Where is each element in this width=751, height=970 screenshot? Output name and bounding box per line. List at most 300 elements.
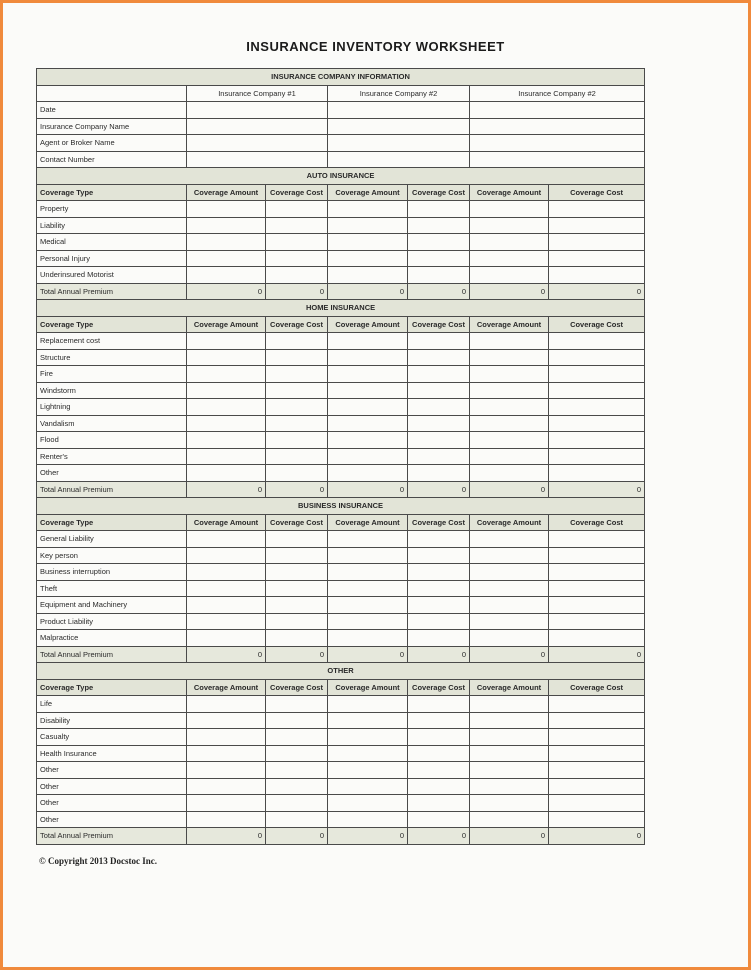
coverage-amount-cell[interactable] — [328, 564, 408, 581]
coverage-amount-cell[interactable] — [328, 333, 408, 350]
coverage-cost-cell[interactable] — [549, 696, 645, 713]
coverage-amount-cell[interactable] — [328, 547, 408, 564]
coverage-row — [37, 778, 645, 795]
coverage-cost-cell[interactable] — [408, 432, 470, 449]
coverage-cost-cell[interactable] — [266, 234, 328, 251]
coverage-cost-header: Coverage Cost — [408, 184, 470, 201]
coverage-type-label: Product Liability — [37, 613, 187, 630]
coverage-cost-cell[interactable] — [549, 564, 645, 581]
coverage-type-label: Liability — [37, 217, 187, 234]
coverage-cost-header: Coverage Cost — [408, 316, 470, 333]
coverage-type-label: Other — [37, 465, 187, 482]
coverage-amount-cell[interactable] — [470, 382, 549, 399]
coverage-amount-cell[interactable] — [187, 234, 266, 251]
company-1-value-cell[interactable] — [187, 118, 328, 135]
company-2-value-cell[interactable] — [328, 102, 470, 119]
coverage-row — [37, 597, 645, 614]
coverage-amount-header: Coverage Amount — [328, 514, 408, 531]
coverage-amount-cell[interactable] — [187, 399, 266, 416]
coverage-type-label: Other — [37, 795, 187, 812]
total-value: 0 — [187, 481, 266, 498]
coverage-cost-cell[interactable] — [266, 399, 328, 416]
field-label: Insurance Company Name — [37, 118, 187, 135]
coverage-cost-cell[interactable] — [408, 597, 470, 614]
coverage-amount-cell[interactable] — [187, 597, 266, 614]
coverage-amount-cell[interactable] — [470, 465, 549, 482]
coverage-cost-cell[interactable] — [408, 745, 470, 762]
coverage-cost-cell[interactable] — [549, 201, 645, 218]
total-row — [37, 481, 645, 498]
coverage-amount-cell[interactable] — [328, 432, 408, 449]
coverage-cost-cell[interactable] — [408, 250, 470, 267]
coverage-amount-cell[interactable] — [328, 448, 408, 465]
coverage-amount-cell[interactable] — [470, 630, 549, 647]
coverage-amount-cell[interactable] — [187, 564, 266, 581]
column-header-row — [37, 184, 645, 201]
coverage-amount-cell[interactable] — [470, 531, 549, 548]
coverage-amount-cell[interactable] — [470, 399, 549, 416]
coverage-cost-cell[interactable] — [549, 778, 645, 795]
coverage-amount-cell[interactable] — [328, 613, 408, 630]
coverage-amount-header: Coverage Amount — [328, 679, 408, 696]
coverage-row — [37, 811, 645, 828]
coverage-cost-cell[interactable] — [266, 564, 328, 581]
coverage-cost-cell[interactable] — [266, 778, 328, 795]
field-label: Agent or Broker Name — [37, 135, 187, 152]
coverage-cost-cell[interactable] — [266, 580, 328, 597]
coverage-amount-cell[interactable] — [470, 729, 549, 746]
coverage-amount-cell[interactable] — [187, 382, 266, 399]
coverage-row — [37, 217, 645, 234]
coverage-type-header: Coverage Type — [37, 679, 187, 696]
company-3-value-cell[interactable] — [470, 151, 645, 168]
coverage-cost-cell[interactable] — [266, 712, 328, 729]
coverage-amount-cell[interactable] — [470, 333, 549, 350]
coverage-cost-cell[interactable] — [408, 201, 470, 218]
coverage-cost-header: Coverage Cost — [549, 514, 645, 531]
coverage-amount-cell[interactable] — [328, 382, 408, 399]
coverage-cost-cell[interactable] — [408, 465, 470, 482]
total-value: 0 — [328, 283, 408, 300]
coverage-row — [37, 448, 645, 465]
coverage-amount-cell[interactable] — [470, 745, 549, 762]
coverage-row — [37, 580, 645, 597]
coverage-amount-cell[interactable] — [470, 366, 549, 383]
company-3-header: Insurance Company #2 — [470, 85, 645, 102]
coverage-cost-header: Coverage Cost — [266, 514, 328, 531]
coverage-cost-cell[interactable] — [408, 547, 470, 564]
coverage-cost-cell[interactable] — [549, 762, 645, 779]
column-header-row — [37, 679, 645, 696]
coverage-amount-cell[interactable] — [470, 696, 549, 713]
total-value: 0 — [408, 283, 470, 300]
coverage-type-label: Other — [37, 762, 187, 779]
coverage-amount-cell[interactable] — [187, 762, 266, 779]
coverage-amount-cell[interactable] — [187, 580, 266, 597]
coverage-cost-cell[interactable] — [408, 580, 470, 597]
coverage-amount-cell[interactable] — [187, 547, 266, 564]
company-info-row — [37, 135, 645, 152]
coverage-amount-cell[interactable] — [328, 630, 408, 647]
company-2-header: Insurance Company #2 — [328, 85, 470, 102]
coverage-row — [37, 630, 645, 647]
total-value: 0 — [266, 481, 328, 498]
coverage-type-label: Disability — [37, 712, 187, 729]
coverage-amount-cell[interactable] — [328, 201, 408, 218]
coverage-cost-cell[interactable] — [266, 382, 328, 399]
coverage-amount-cell[interactable] — [328, 811, 408, 828]
coverage-cost-cell[interactable] — [549, 580, 645, 597]
coverage-row — [37, 795, 645, 812]
coverage-amount-cell[interactable] — [470, 564, 549, 581]
coverage-cost-cell[interactable] — [266, 729, 328, 746]
coverage-cost-cell[interactable] — [266, 762, 328, 779]
coverage-row — [37, 201, 645, 218]
coverage-amount-cell[interactable] — [470, 201, 549, 218]
coverage-type-label: Renter's — [37, 448, 187, 465]
coverage-row — [37, 696, 645, 713]
coverage-amount-cell[interactable] — [470, 597, 549, 614]
total-value: 0 — [470, 828, 549, 845]
coverage-amount-cell[interactable] — [187, 415, 266, 432]
coverage-cost-cell[interactable] — [408, 729, 470, 746]
coverage-type-label: Life — [37, 696, 187, 713]
field-label: Date — [37, 102, 187, 119]
total-value: 0 — [266, 646, 328, 663]
coverage-cost-cell[interactable] — [266, 267, 328, 284]
coverage-type-label: Fire — [37, 366, 187, 383]
coverage-amount-cell[interactable] — [328, 597, 408, 614]
coverage-type-label: Equipment and Machinery — [37, 597, 187, 614]
section-heading: HOME INSURANCE — [37, 300, 645, 317]
coverage-amount-cell[interactable] — [470, 811, 549, 828]
company-1-value-cell[interactable] — [187, 102, 328, 119]
coverage-type-label: Structure — [37, 349, 187, 366]
inventory-table — [36, 68, 645, 845]
total-row — [37, 283, 645, 300]
coverage-type-label: Other — [37, 778, 187, 795]
coverage-amount-cell[interactable] — [328, 729, 408, 746]
coverage-cost-cell[interactable] — [549, 267, 645, 284]
coverage-type-label: Vandalism — [37, 415, 187, 432]
coverage-cost-cell[interactable] — [408, 564, 470, 581]
coverage-cost-cell[interactable] — [549, 234, 645, 251]
coverage-amount-cell[interactable] — [328, 267, 408, 284]
coverage-cost-cell[interactable] — [408, 366, 470, 383]
coverage-cost-cell[interactable] — [549, 333, 645, 350]
coverage-amount-cell[interactable] — [470, 448, 549, 465]
coverage-type-label: Key person — [37, 547, 187, 564]
total-value: 0 — [187, 828, 266, 845]
coverage-cost-cell[interactable] — [549, 597, 645, 614]
coverage-cost-cell[interactable] — [549, 630, 645, 647]
total-row — [37, 646, 645, 663]
coverage-amount-cell[interactable] — [470, 613, 549, 630]
section-heading: BUSINESS INSURANCE — [37, 498, 645, 515]
coverage-type-label: Flood — [37, 432, 187, 449]
total-value: 0 — [408, 828, 470, 845]
total-premium-label: Total Annual Premium — [37, 481, 187, 498]
coverage-cost-cell[interactable] — [266, 696, 328, 713]
coverage-amount-cell[interactable] — [470, 778, 549, 795]
coverage-row — [37, 762, 645, 779]
coverage-amount-cell[interactable] — [187, 366, 266, 383]
coverage-cost-cell[interactable] — [549, 712, 645, 729]
coverage-amount-cell[interactable] — [328, 399, 408, 416]
coverage-type-header: Coverage Type — [37, 184, 187, 201]
total-premium-label: Total Annual Premium — [37, 646, 187, 663]
coverage-amount-cell[interactable] — [187, 531, 266, 548]
coverage-cost-cell[interactable] — [549, 382, 645, 399]
coverage-cost-cell[interactable] — [266, 217, 328, 234]
coverage-amount-cell[interactable] — [328, 234, 408, 251]
coverage-cost-cell[interactable] — [408, 349, 470, 366]
coverage-amount-header: Coverage Amount — [187, 316, 266, 333]
coverage-type-label: Business interruption — [37, 564, 187, 581]
coverage-amount-cell[interactable] — [187, 201, 266, 218]
coverage-amount-cell[interactable] — [187, 696, 266, 713]
coverage-row — [37, 366, 645, 383]
coverage-cost-cell[interactable] — [408, 712, 470, 729]
coverage-cost-cell[interactable] — [549, 811, 645, 828]
coverage-amount-cell[interactable] — [328, 349, 408, 366]
coverage-amount-cell[interactable] — [187, 349, 266, 366]
coverage-cost-cell[interactable] — [408, 811, 470, 828]
coverage-amount-cell[interactable] — [470, 795, 549, 812]
coverage-type-header: Coverage Type — [37, 514, 187, 531]
coverage-row — [37, 432, 645, 449]
coverage-amount-cell[interactable] — [470, 217, 549, 234]
coverage-amount-cell[interactable] — [187, 432, 266, 449]
coverage-amount-cell[interactable] — [470, 267, 549, 284]
coverage-type-label: Personal Injury — [37, 250, 187, 267]
coverage-amount-cell[interactable] — [328, 696, 408, 713]
coverage-amount-cell[interactable] — [328, 531, 408, 548]
coverage-cost-cell[interactable] — [408, 267, 470, 284]
company-2-value-cell[interactable] — [328, 118, 470, 135]
coverage-amount-cell[interactable] — [187, 729, 266, 746]
coverage-row — [37, 415, 645, 432]
coverage-cost-cell[interactable] — [549, 729, 645, 746]
coverage-amount-header: Coverage Amount — [470, 679, 549, 696]
coverage-cost-cell[interactable] — [266, 630, 328, 647]
total-row — [37, 828, 645, 845]
total-value: 0 — [187, 646, 266, 663]
total-value: 0 — [187, 283, 266, 300]
coverage-cost-cell[interactable] — [549, 448, 645, 465]
coverage-amount-cell[interactable] — [328, 580, 408, 597]
coverage-cost-header: Coverage Cost — [549, 316, 645, 333]
coverage-cost-cell[interactable] — [266, 448, 328, 465]
coverage-cost-cell[interactable] — [549, 745, 645, 762]
coverage-cost-cell[interactable] — [266, 745, 328, 762]
coverage-amount-cell[interactable] — [328, 366, 408, 383]
coverage-cost-cell[interactable] — [266, 613, 328, 630]
coverage-amount-cell[interactable] — [328, 250, 408, 267]
coverage-cost-cell[interactable] — [266, 547, 328, 564]
coverage-cost-cell[interactable] — [408, 762, 470, 779]
coverage-amount-cell[interactable] — [470, 250, 549, 267]
coverage-cost-cell[interactable] — [266, 333, 328, 350]
coverage-cost-cell[interactable] — [408, 795, 470, 812]
coverage-cost-cell[interactable] — [549, 547, 645, 564]
copyright-notice: © Copyright 2013 Docstoc Inc. — [39, 856, 157, 866]
coverage-amount-cell[interactable] — [328, 795, 408, 812]
company-2-value-cell[interactable] — [328, 151, 470, 168]
coverage-amount-cell[interactable] — [187, 448, 266, 465]
coverage-cost-cell[interactable] — [549, 465, 645, 482]
total-value: 0 — [549, 481, 645, 498]
coverage-cost-cell[interactable] — [408, 415, 470, 432]
page-title: INSURANCE INVENTORY WORKSHEET — [246, 39, 505, 54]
company-3-value-cell[interactable] — [470, 102, 645, 119]
coverage-cost-cell[interactable] — [549, 795, 645, 812]
coverage-amount-cell[interactable] — [328, 745, 408, 762]
coverage-cost-cell[interactable] — [549, 349, 645, 366]
coverage-cost-cell[interactable] — [408, 399, 470, 416]
coverage-amount-cell[interactable] — [470, 580, 549, 597]
coverage-type-label: General Liability — [37, 531, 187, 548]
coverage-cost-cell[interactable] — [266, 432, 328, 449]
coverage-amount-cell[interactable] — [187, 811, 266, 828]
coverage-cost-cell[interactable] — [266, 795, 328, 812]
coverage-amount-cell[interactable] — [187, 712, 266, 729]
company-info-heading: INSURANCE COMPANY INFORMATION — [37, 69, 645, 86]
coverage-type-label: Casualty — [37, 729, 187, 746]
column-header-row — [37, 514, 645, 531]
coverage-cost-cell[interactable] — [549, 250, 645, 267]
coverage-cost-cell[interactable] — [549, 217, 645, 234]
total-value: 0 — [549, 828, 645, 845]
coverage-row — [37, 349, 645, 366]
coverage-amount-cell[interactable] — [470, 234, 549, 251]
coverage-row — [37, 613, 645, 630]
coverage-cost-header: Coverage Cost — [408, 514, 470, 531]
section-heading: OTHER — [37, 663, 645, 680]
coverage-amount-cell[interactable] — [187, 267, 266, 284]
coverage-type-label: Malpractice — [37, 630, 187, 647]
coverage-amount-cell[interactable] — [187, 778, 266, 795]
coverage-row — [37, 712, 645, 729]
company-1-value-cell[interactable] — [187, 135, 328, 152]
coverage-amount-cell[interactable] — [470, 415, 549, 432]
coverage-row — [37, 234, 645, 251]
coverage-amount-header: Coverage Amount — [328, 316, 408, 333]
coverage-type-label: Medical — [37, 234, 187, 251]
company-info-row — [37, 118, 645, 135]
coverage-cost-header: Coverage Cost — [266, 316, 328, 333]
company-3-value-cell[interactable] — [470, 118, 645, 135]
coverage-amount-cell[interactable] — [187, 613, 266, 630]
coverage-amount-cell[interactable] — [470, 762, 549, 779]
coverage-amount-header: Coverage Amount — [470, 184, 549, 201]
coverage-cost-cell[interactable] — [549, 531, 645, 548]
coverage-amount-cell[interactable] — [328, 415, 408, 432]
coverage-amount-cell[interactable] — [187, 745, 266, 762]
company-1-header: Insurance Company #1 — [187, 85, 328, 102]
coverage-cost-cell[interactable] — [408, 217, 470, 234]
coverage-amount-cell[interactable] — [328, 712, 408, 729]
blank-cell — [37, 85, 187, 102]
coverage-amount-cell[interactable] — [328, 762, 408, 779]
total-premium-label: Total Annual Premium — [37, 828, 187, 845]
total-value: 0 — [328, 828, 408, 845]
company-info-row — [37, 102, 645, 119]
section-heading: AUTO INSURANCE — [37, 168, 645, 185]
coverage-type-label: Lightning — [37, 399, 187, 416]
coverage-cost-cell[interactable] — [266, 531, 328, 548]
coverage-cost-header: Coverage Cost — [408, 679, 470, 696]
coverage-type-label: Windstorm — [37, 382, 187, 399]
coverage-cost-cell[interactable] — [408, 613, 470, 630]
coverage-cost-cell[interactable] — [549, 366, 645, 383]
coverage-amount-cell[interactable] — [328, 778, 408, 795]
coverage-cost-cell[interactable] — [266, 366, 328, 383]
coverage-amount-cell[interactable] — [187, 630, 266, 647]
total-value: 0 — [470, 283, 549, 300]
coverage-amount-header: Coverage Amount — [187, 514, 266, 531]
coverage-amount-cell[interactable] — [187, 217, 266, 234]
company-2-value-cell[interactable] — [328, 135, 470, 152]
coverage-row — [37, 564, 645, 581]
coverage-cost-cell[interactable] — [266, 597, 328, 614]
coverage-amount-cell[interactable] — [470, 712, 549, 729]
total-value: 0 — [549, 283, 645, 300]
coverage-cost-header: Coverage Cost — [549, 184, 645, 201]
coverage-row — [37, 745, 645, 762]
coverage-row — [37, 465, 645, 482]
coverage-type-header: Coverage Type — [37, 316, 187, 333]
coverage-cost-cell[interactable] — [408, 382, 470, 399]
company-info-row — [37, 151, 645, 168]
coverage-cost-cell[interactable] — [266, 811, 328, 828]
coverage-amount-cell[interactable] — [328, 465, 408, 482]
coverage-cost-cell[interactable] — [408, 630, 470, 647]
coverage-cost-cell[interactable] — [266, 250, 328, 267]
coverage-cost-cell[interactable] — [408, 234, 470, 251]
coverage-cost-cell[interactable] — [549, 399, 645, 416]
coverage-amount-cell[interactable] — [470, 349, 549, 366]
coverage-cost-cell[interactable] — [408, 696, 470, 713]
coverage-cost-cell[interactable] — [266, 349, 328, 366]
coverage-cost-cell[interactable] — [408, 778, 470, 795]
company-3-value-cell[interactable] — [470, 135, 645, 152]
total-value: 0 — [266, 283, 328, 300]
coverage-cost-cell[interactable] — [266, 415, 328, 432]
coverage-row — [37, 729, 645, 746]
coverage-cost-cell[interactable] — [408, 333, 470, 350]
coverage-cost-cell[interactable] — [266, 201, 328, 218]
coverage-amount-cell[interactable] — [187, 795, 266, 812]
coverage-row — [37, 399, 645, 416]
coverage-cost-cell[interactable] — [408, 531, 470, 548]
coverage-amount-cell[interactable] — [470, 432, 549, 449]
coverage-amount-cell[interactable] — [187, 465, 266, 482]
coverage-row — [37, 267, 645, 284]
coverage-amount-cell[interactable] — [187, 250, 266, 267]
coverage-cost-cell[interactable] — [408, 448, 470, 465]
coverage-amount-cell[interactable] — [470, 547, 549, 564]
coverage-amount-cell[interactable] — [328, 217, 408, 234]
coverage-cost-cell[interactable] — [549, 613, 645, 630]
coverage-type-label: Other — [37, 811, 187, 828]
total-value: 0 — [408, 481, 470, 498]
company-1-value-cell[interactable] — [187, 151, 328, 168]
coverage-cost-cell[interactable] — [549, 432, 645, 449]
coverage-cost-cell[interactable] — [549, 415, 645, 432]
coverage-cost-cell[interactable] — [266, 465, 328, 482]
coverage-amount-cell[interactable] — [187, 333, 266, 350]
